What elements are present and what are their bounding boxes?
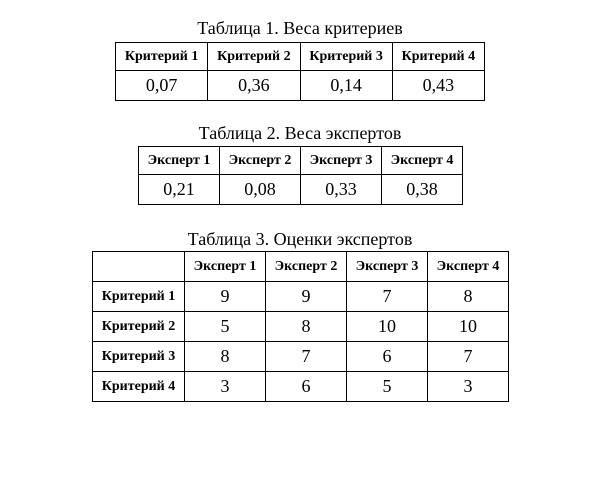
table-header-row — [139, 147, 463, 175]
table-cell: 6 — [266, 372, 347, 402]
table-cell: 3 — [428, 372, 509, 402]
table-cell: 8 — [428, 282, 509, 312]
row-header: Критерий 2 — [93, 312, 185, 342]
table-cell: 0,21 — [139, 175, 220, 205]
table-cell: 3 — [185, 372, 266, 402]
table-cell: 5 — [185, 312, 266, 342]
table-cell: 0,38 — [382, 175, 463, 205]
table-cell: 7 — [266, 342, 347, 372]
table-cell: 0,36 — [208, 71, 300, 101]
table-cell: 0,14 — [300, 71, 392, 101]
expert-ratings-table — [92, 251, 509, 402]
table-header-row — [93, 252, 509, 282]
table-row — [93, 312, 509, 342]
criteria-weights-table — [115, 42, 485, 101]
column-header: Критерий 3 — [300, 43, 392, 71]
table-cell: 9 — [185, 282, 266, 312]
column-header: Эксперт 4 — [382, 147, 463, 175]
column-header: Эксперт 2 — [220, 147, 301, 175]
table-cell: 8 — [185, 342, 266, 372]
table-cell: 0,43 — [392, 71, 484, 101]
table1-caption: Таблица 1. Веса критериев — [197, 18, 403, 38]
table-cell: 10 — [428, 312, 509, 342]
table-cell: 6 — [347, 342, 428, 372]
table-cell: 7 — [347, 282, 428, 312]
column-header: Эксперт 3 — [347, 252, 428, 282]
table3-caption: Таблица 3. Оценки экспертов — [187, 229, 413, 249]
table-cell: 7 — [428, 342, 509, 372]
column-header: Эксперт 1 — [185, 252, 266, 282]
row-header: Критерий 1 — [93, 282, 185, 312]
table2-caption: Таблица 2. Веса экспертов — [198, 123, 402, 143]
table-row — [139, 175, 463, 205]
table-cell: 9 — [266, 282, 347, 312]
table-cell: 5 — [347, 372, 428, 402]
table-cell: 0,08 — [220, 175, 301, 205]
empty-corner-cell — [93, 252, 185, 282]
table-cell: 0,07 — [116, 71, 208, 101]
table-row — [93, 372, 509, 402]
table-row — [93, 282, 509, 312]
row-header: Критерий 3 — [93, 342, 185, 372]
column-header: Эксперт 4 — [428, 252, 509, 282]
column-header: Эксперт 3 — [301, 147, 382, 175]
column-header: Критерий 2 — [208, 43, 300, 71]
column-header: Эксперт 1 — [139, 147, 220, 175]
column-header: Критерий 4 — [392, 43, 484, 71]
expert-weights-table — [138, 146, 463, 205]
table-cell: 8 — [266, 312, 347, 342]
row-header: Критерий 4 — [93, 372, 185, 402]
table-row — [93, 342, 509, 372]
column-header: Критерий 1 — [116, 43, 208, 71]
table-cell: 10 — [347, 312, 428, 342]
column-header: Эксперт 2 — [266, 252, 347, 282]
table-row — [116, 71, 485, 101]
table-header-row — [116, 43, 485, 71]
table-cell: 0,33 — [301, 175, 382, 205]
